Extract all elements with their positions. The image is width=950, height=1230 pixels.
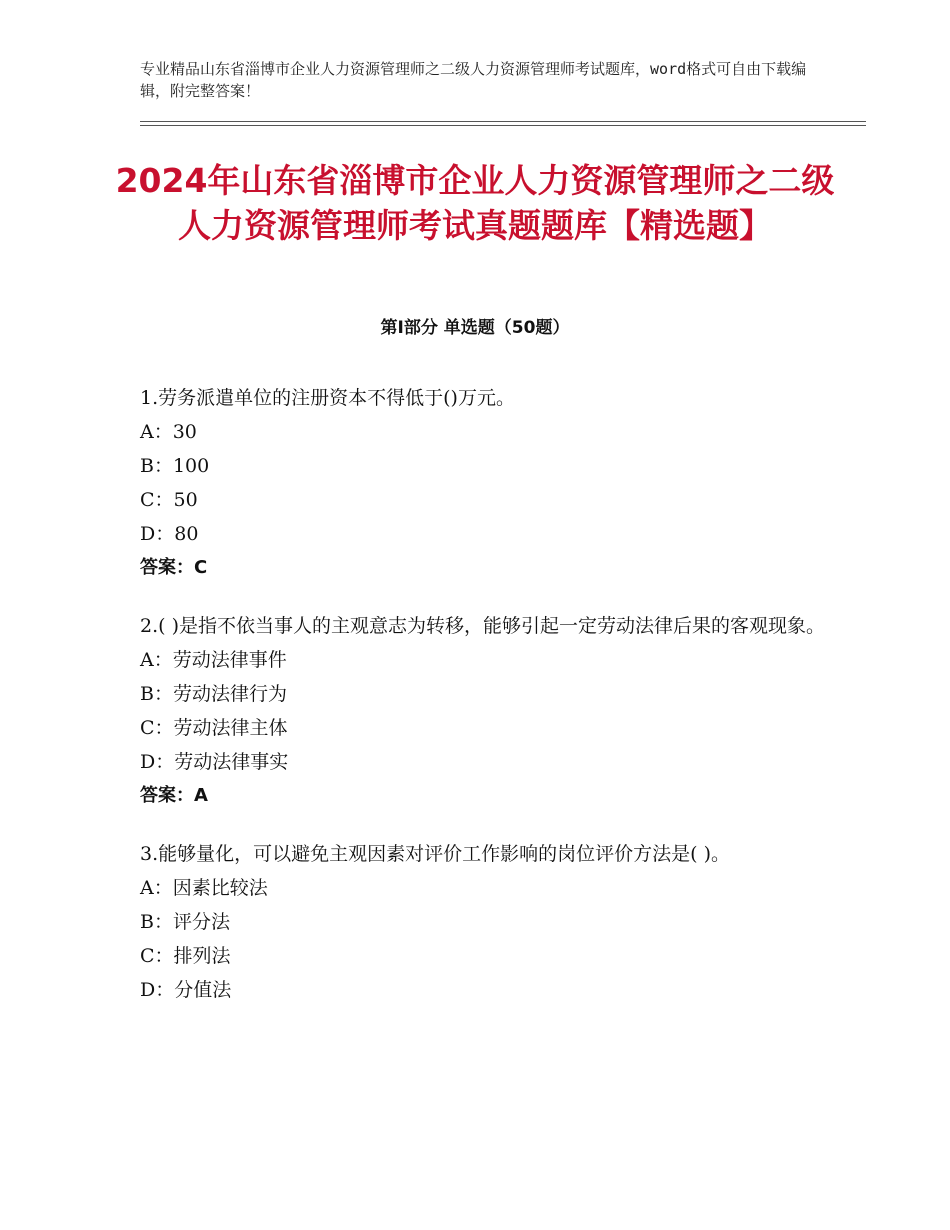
option-d: D：80 (140, 523, 199, 545)
option-d: D：劳动法律事实 (140, 751, 289, 773)
option-d: D：分值法 (140, 979, 232, 1001)
document-title: 2024年山东省淄博市企业人力资源管理师之二级人力资源管理师考试真题题库【精选题】 (115, 161, 835, 245)
option-b: B：100 (140, 455, 210, 477)
answer-key: 答案：A (140, 785, 208, 806)
header-divider-top (140, 121, 866, 122)
question-1 (140, 381, 830, 585)
option-a: A：劳动法律事件 (140, 649, 287, 671)
option-b: B：评分法 (140, 911, 230, 933)
option-c: C：排列法 (140, 945, 231, 967)
option-a: A：因素比较法 (140, 877, 268, 899)
question-stem: 3.能够量化，可以避免主观因素对评价工作影响的岗位评价方法是( )。 (140, 843, 730, 865)
option-a: A：30 (140, 421, 197, 443)
option-b: B：劳动法律行为 (140, 683, 287, 705)
answer-key: 答案：C (140, 557, 208, 578)
question-stem: 1.劳务派遣单位的注册资本不得低于()万元。 (140, 387, 515, 409)
header-divider-bottom (140, 125, 866, 126)
question-2 (140, 609, 830, 813)
question-stem: 2.( )是指不依当事人的主观意志为转移，能够引起一定劳动法律后果的客观现象。 (140, 615, 825, 637)
section-heading: 第Ⅰ部分 单选题（50题） (380, 318, 570, 338)
question-list (140, 381, 830, 1031)
question-3 (140, 837, 830, 1007)
option-c: C：50 (140, 489, 198, 511)
document-header-note: 专业精品山东省淄博市企业人力资源管理师之二级人力资源管理师考试题库，word格式可自由下载编辑，附完整答案！ (140, 60, 807, 100)
option-c: C：劳动法律主体 (140, 717, 288, 739)
